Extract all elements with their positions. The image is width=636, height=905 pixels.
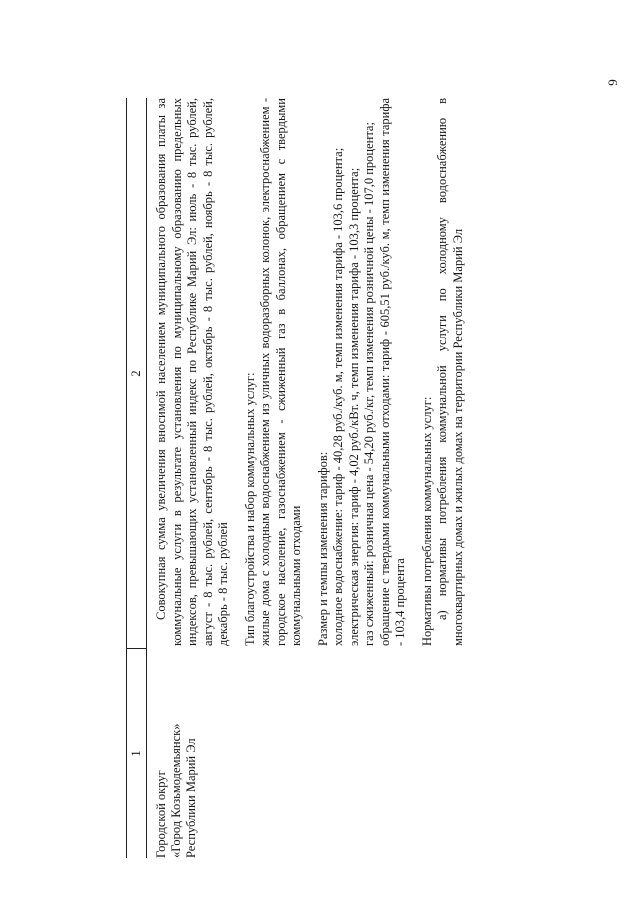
municipality-line: Республики Марий Эл bbox=[184, 738, 198, 858]
utilities-type-body: жилые дома с холодным водоснабжением из уличных водоразборных колонок, электроснабжением - городское население, газоснабжением - сжиженный газ в баллонах, обращением с твердыми коммунальными отходами bbox=[258, 98, 303, 646]
tariff-line: холодное водоснабжение: тариф - 40,28 руб./куб. м, темп изменения тарифа - 103,6 процента; bbox=[331, 147, 345, 646]
header-col1: 1 bbox=[129, 750, 143, 757]
utilities-type-title: Тип благоустройства и набор коммунальных услуг: bbox=[242, 372, 257, 646]
tariff-line: обращение с твердыми коммунальными отходами: тариф - 605,51 руб./куб. м, темп изменения тарифа - 103,4 процента bbox=[377, 98, 407, 646]
utilities-type-paragraph bbox=[243, 98, 305, 646]
norms-title: Нормативы потребления коммунальных услуг: bbox=[419, 396, 434, 646]
norms-paragraph bbox=[420, 98, 467, 646]
rotated-table bbox=[126, 98, 621, 858]
payment-increase-paragraph bbox=[154, 98, 232, 646]
tariffs-title: Размер и темпы изменения тарифов: bbox=[315, 451, 330, 646]
municipality-line: «Город Козьмодемьянск» bbox=[169, 723, 183, 858]
description-cell bbox=[154, 98, 477, 646]
header-col2: 2 bbox=[129, 370, 143, 377]
municipality-name bbox=[154, 652, 199, 858]
municipality-line: Городской округ bbox=[154, 770, 168, 858]
tariff-line: газ сжиженный: розничная цена - 54,20 руб./кг, темп изменения розничной цены - 107,0 процента; bbox=[362, 122, 376, 646]
tariffs-paragraph bbox=[316, 98, 409, 646]
tariff-line: электрическая энергия: тариф - 4,02 руб./кВт. ч, темп изменения тарифа - 103,3 процента; bbox=[346, 167, 361, 646]
page-number: 9 bbox=[604, 79, 620, 86]
payment-increase-text: Совокупная сумма увеличения вносимой населением муниципального образования платы за коммунальные услуги в результате установления по муниципальному образованию предельных индексов, превышающих установленный индекс по Республике Марий Эл: июль - 8 тыс. рублей, август - 8 тыс. рублей, сентябрь - 8 тыс. рублей, октябрь - 8 тыс. рублей, ноябрь - 8 тыс. рублей, декабрь - 8 тыс. рублей bbox=[154, 98, 230, 646]
header-bottom-rule bbox=[146, 98, 147, 858]
norms-body: а) нормативы потребления коммунальной услуги по холодному водоснабжению в многоквартирных домах и жилых домах на территории Республики Марий Эл bbox=[435, 98, 465, 646]
